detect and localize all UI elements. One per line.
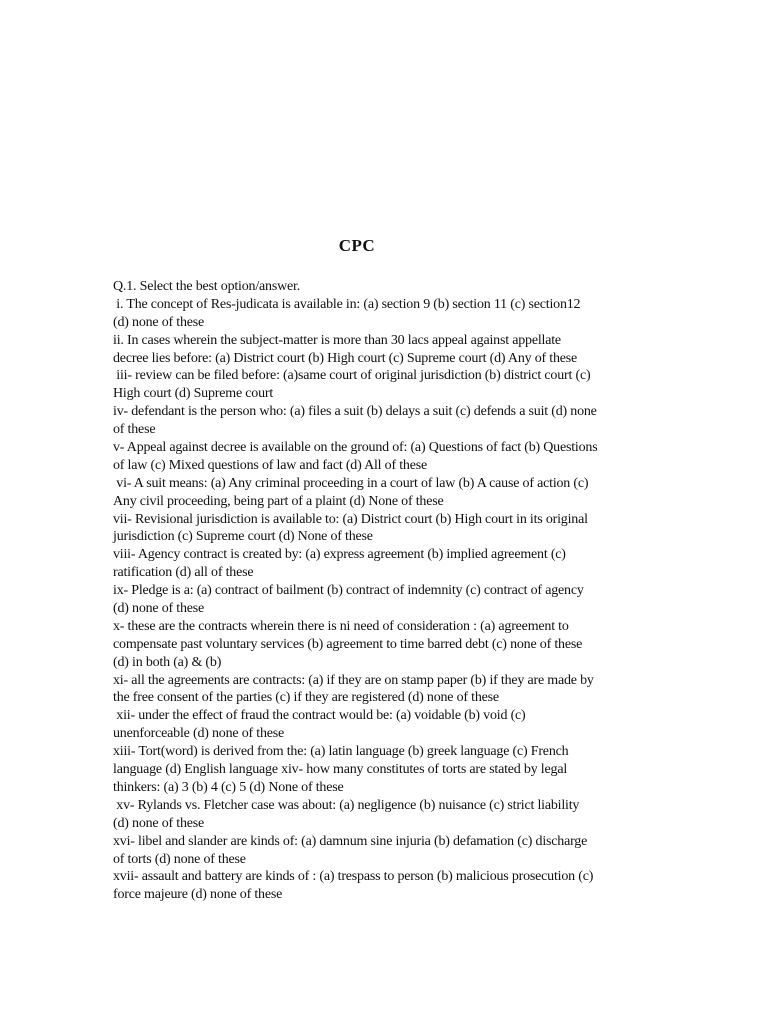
text-line: decree lies before: (a) District court (b) High court (c) Supreme court (d) Any of these — [113, 350, 578, 366]
text-line: (d) none of these — [113, 601, 205, 617]
document-title: CPC — [338, 236, 376, 255]
text-line: xi- all the agreements are contracts: (a) if they are on stamp paper (b) if they are made by — [113, 672, 594, 688]
text-line: jurisdiction (c) Supreme court (d) None of these — [113, 529, 373, 545]
text-line: xvii- assault and battery are kinds of : (a) trespass to person (b) malicious prosecution (c) — [113, 869, 594, 885]
text-line: force majeure (d) none of these — [113, 887, 283, 903]
question-text-block — [113, 278, 673, 904]
text-line: vi- A suit means: (a) Any criminal proceeding in a court of law (b) A cause of action (c) — [113, 475, 589, 491]
text-line: language (d) English language xiv- how many constitutes of torts are stated by legal — [113, 762, 568, 778]
text-line: ratification (d) all of these — [113, 565, 254, 581]
text-line: of torts (d) none of these — [113, 851, 246, 867]
text-line: viii- Agency contract is created by: (a) express agreement (b) implied agreement (c) — [113, 547, 566, 563]
text-line: of these — [113, 422, 156, 438]
text-line: xvi- libel and slander are kinds of: (a) damnum sine injuria (b) defamation (c) discharge — [113, 833, 588, 849]
text-line: thinkers: (a) 3 (b) 4 (c) 5 (d) None of these — [113, 779, 344, 795]
text-line: High court (d) Supreme court — [113, 386, 274, 402]
text-line: ix- Pledge is a: (a) contract of bailment (b) contract of indemnity (c) contract of agency — [113, 583, 584, 599]
text-line: (d) none of these — [113, 815, 205, 831]
text-line: iv- defendant is the person who: (a) files a suit (b) delays a suit (c) defends a suit (d) none — [113, 404, 597, 420]
text-line: ii. In cases wherein the subject-matter is more than 30 lacs appeal against appellate — [113, 332, 561, 348]
text-line: Any civil proceeding, being part of a plaint (d) None of these — [113, 493, 444, 509]
text-line: (d) in both (a) & (b) — [113, 654, 222, 670]
text-line: of law (c) Mixed questions of law and fact (d) All of these — [113, 457, 427, 473]
text-line: x- these are the contracts wherein there is ni need of consideration : (a) agreement to — [113, 618, 569, 634]
text-line: xv- Rylands vs. Fletcher case was about: (a) negligence (b) nuisance (c) strict liability — [113, 797, 580, 813]
text-line: the free consent of the parties (c) if they are registered (d) none of these — [113, 690, 499, 706]
text-line: xii- under the effect of fraud the contract would be: (a) voidable (b) void (c) — [113, 708, 526, 724]
text-line: iii- review can be filed before: (a)same court of original jurisdiction (b) district court (c) — [113, 368, 591, 384]
text-line: Q.1. Select the best option/answer. — [113, 279, 301, 294]
text-line: i. The concept of Res-judicata is available in: (a) section 9 (b) section 11 (c) section12 — [113, 296, 581, 312]
text-line: xiii- Tort(word) is derived from the: (a) latin language (b) greek language (c) French — [113, 744, 569, 760]
text-line: compensate past voluntary services (b) agreement to time barred debt (c) none of these — [113, 636, 583, 652]
text-line: vii- Revisional jurisdiction is available to: (a) District court (b) High court in its original — [113, 511, 588, 527]
text-line: (d) none of these — [113, 314, 205, 330]
text-line: unenforceable (d) none of these — [113, 726, 285, 742]
text-line: v- Appeal against decree is available on the ground of: (a) Questions of fact (b) Questions — [113, 440, 598, 456]
